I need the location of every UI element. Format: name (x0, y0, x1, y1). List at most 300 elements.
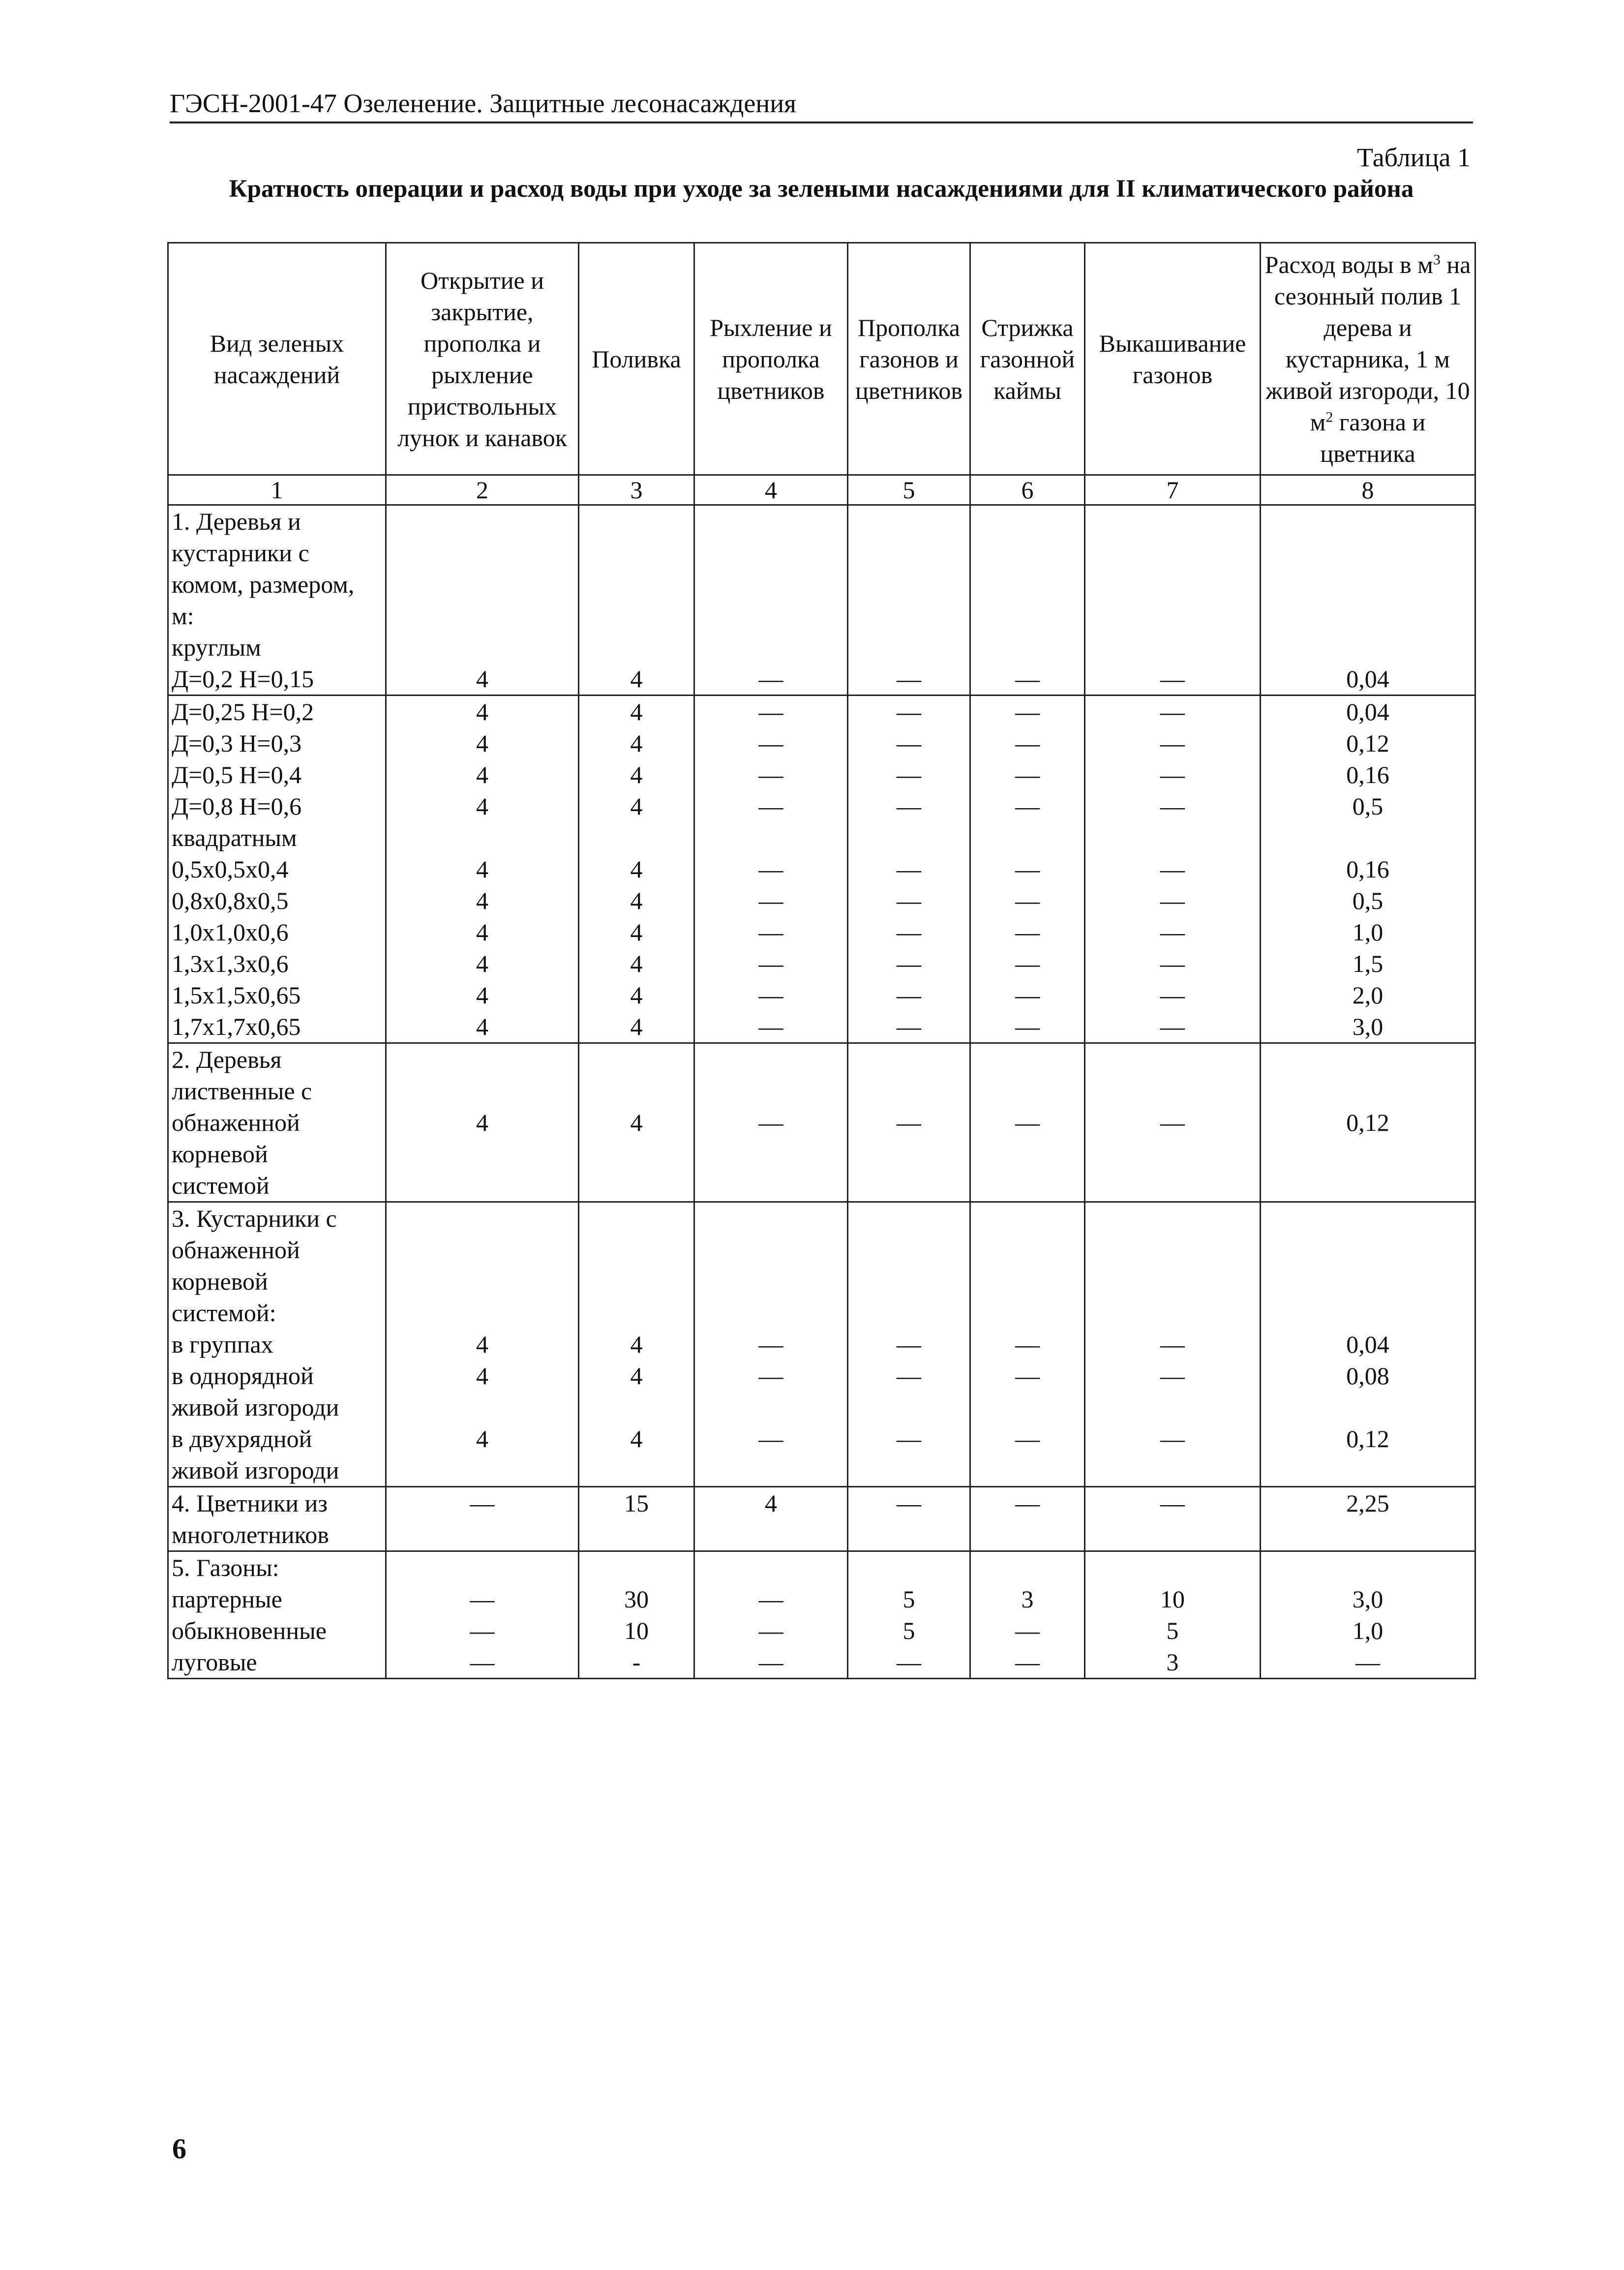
value-line: — (1015, 1331, 1040, 1358)
value-line (974, 506, 1081, 537)
value-line: 4 (630, 1331, 643, 1358)
column-number: 5 (848, 475, 970, 505)
value-line: — (470, 1585, 495, 1613)
cell-edging (970, 1551, 1085, 1679)
cell-water (1261, 696, 1475, 1043)
value-line (698, 537, 844, 569)
row-label-line: луговые (172, 1648, 257, 1676)
value-line: 4 (476, 1013, 488, 1040)
value-line: — (897, 792, 921, 820)
value-line: — (897, 1648, 921, 1676)
column-number: 1 (168, 475, 386, 505)
cell-opening (386, 696, 579, 1043)
column-number: 7 (1085, 475, 1261, 505)
value-line (974, 1552, 1081, 1583)
value-line (390, 1519, 575, 1550)
cell-opening (386, 1487, 579, 1551)
table-body (168, 505, 1475, 1679)
column-header-loosening: Рыхление и прополка цветников (694, 243, 848, 475)
cell-kind (168, 1202, 386, 1487)
cell-edging (970, 1202, 1085, 1487)
column-number-row (168, 475, 1475, 505)
row-label-line: м: (172, 602, 194, 630)
row-label-line: живой изгороди (172, 1456, 339, 1484)
value-line (974, 569, 1081, 600)
value-line (1264, 632, 1472, 663)
value-line (390, 1234, 575, 1266)
value-line (851, 1392, 966, 1423)
cell-loosening (694, 696, 848, 1043)
row-label-line: комом, размером, (172, 571, 355, 598)
table-title: Кратность операции и расход воды при уходе за зелеными насаждениями для II климатического района (229, 175, 1414, 203)
cell-watering (579, 1551, 694, 1679)
cell-watering (579, 1043, 694, 1202)
row-label-line: Д=0,8 Н=0,6 (172, 792, 302, 820)
value-line: 5 (1166, 1617, 1179, 1644)
value-line (390, 1454, 575, 1486)
value-line (1088, 632, 1257, 663)
value-line: 0,08 (1346, 1362, 1389, 1390)
value-line (698, 1552, 844, 1583)
value-line (1088, 822, 1257, 853)
value-line: 4 (630, 665, 643, 693)
value-line: — (1015, 1648, 1040, 1676)
value-line: — (897, 729, 921, 757)
value-line (698, 1297, 844, 1329)
value-line: 4 (476, 1331, 488, 1358)
value-line (390, 1266, 575, 1297)
value-line (974, 822, 1081, 853)
value-line (1088, 569, 1257, 600)
value-line: 4 (476, 665, 488, 693)
value-line (974, 632, 1081, 663)
value-line (582, 569, 691, 600)
value-line: 4 (630, 761, 643, 788)
value-line (582, 1075, 691, 1107)
value-line: — (1015, 1617, 1040, 1644)
value-line (582, 1392, 691, 1423)
value-line (582, 1203, 691, 1234)
value-line (390, 1075, 575, 1107)
value-line (582, 1170, 691, 1201)
water-header-part-c: газона и цветника (1320, 408, 1426, 467)
value-line: — (897, 1362, 921, 1390)
value-line (974, 1234, 1081, 1266)
value-line: 0,04 (1346, 1331, 1389, 1358)
row-label-line: 0,5х0,5х0,4 (172, 855, 289, 883)
cell-edging (970, 696, 1085, 1043)
value-line (851, 1203, 966, 1234)
value-line: 4 (476, 1425, 488, 1453)
value-line: — (1160, 1109, 1185, 1136)
value-line (582, 822, 691, 853)
value-line (390, 569, 575, 600)
value-line (582, 537, 691, 569)
cell-weeding (848, 1202, 970, 1487)
value-line: — (758, 950, 783, 977)
value-line (851, 1234, 966, 1266)
value-line: 30 (624, 1585, 649, 1613)
row-label-line: 1,0х1,0х0,6 (172, 918, 289, 946)
value-line: — (758, 729, 783, 757)
value-line: — (1015, 1425, 1040, 1453)
value-line: — (470, 1489, 495, 1517)
row-label-line: 1,5х1,5х0,65 (172, 981, 301, 1009)
cell-water (1261, 505, 1475, 696)
value-line: 4 (630, 887, 643, 914)
value-line: — (897, 698, 921, 726)
value-line: — (897, 1331, 921, 1358)
column-header-mowing: Выкашивание газонов (1085, 243, 1261, 475)
value-line: 4 (476, 887, 488, 914)
cell-weeding (848, 1043, 970, 1202)
value-line: — (1160, 887, 1185, 914)
value-line: 4 (630, 729, 643, 757)
row-label-line: 1,7х1,7х0,65 (172, 1013, 301, 1040)
value-line: — (897, 1489, 921, 1517)
value-line (1088, 1075, 1257, 1107)
value-line: 4 (630, 1013, 643, 1040)
value-line (974, 1138, 1081, 1170)
value-line: 0,16 (1346, 855, 1389, 883)
value-line: — (1015, 761, 1040, 788)
value-line (582, 600, 691, 632)
value-line: 0,16 (1346, 761, 1389, 788)
cell-weeding (848, 1551, 970, 1679)
value-line (1264, 1075, 1472, 1107)
value-line: 15 (624, 1489, 649, 1517)
value-line (1088, 1297, 1257, 1329)
value-line (582, 1234, 691, 1266)
value-line: 1,0 (1352, 918, 1383, 946)
table-row (168, 1043, 1475, 1202)
running-header: ГЭСН-2001-47 Озеленение. Защитные лесонасаждения (170, 86, 1473, 123)
value-line (582, 1297, 691, 1329)
value-line (698, 632, 844, 663)
value-line: — (1015, 887, 1040, 914)
value-line: — (1015, 950, 1040, 977)
cell-mowing (1085, 505, 1261, 696)
value-line: 4 (630, 1109, 643, 1136)
value-line (582, 1044, 691, 1075)
value-line: 0,04 (1346, 665, 1389, 693)
value-line (698, 1138, 844, 1170)
value-line (390, 1297, 575, 1329)
norm-table (167, 242, 1476, 1679)
value-line (974, 1454, 1081, 1486)
value-line: — (758, 1013, 783, 1040)
cell-watering (579, 505, 694, 696)
value-line (851, 1170, 966, 1201)
value-line (1264, 1392, 1472, 1423)
value-line (1088, 1392, 1257, 1423)
value-line: 1,5 (1352, 950, 1383, 977)
value-line (851, 1266, 966, 1297)
cell-loosening (694, 1202, 848, 1487)
row-label-line: Д=0,3 Н=0,3 (172, 729, 302, 757)
value-line (390, 1044, 575, 1075)
value-line (974, 1075, 1081, 1107)
value-line: — (758, 698, 783, 726)
value-line: 3,0 (1352, 1013, 1383, 1040)
cell-water (1261, 1202, 1475, 1487)
value-line (1088, 506, 1257, 537)
row-label-line: Д=0,2 Н=0,15 (172, 665, 314, 693)
value-line: 4 (476, 918, 488, 946)
value-line: — (897, 887, 921, 914)
value-line (582, 1138, 691, 1170)
cell-opening (386, 505, 579, 696)
column-number: 4 (694, 475, 848, 505)
value-line: — (1160, 1425, 1185, 1453)
value-line (1088, 1266, 1257, 1297)
value-line: 4 (476, 761, 488, 788)
row-label-line: 1. Деревья и (172, 508, 301, 535)
value-line: — (1160, 1331, 1185, 1358)
value-line: — (470, 1648, 495, 1676)
value-line (1088, 1170, 1257, 1201)
value-line: 4 (630, 698, 643, 726)
cell-edging (970, 1487, 1085, 1551)
value-line (698, 1519, 844, 1550)
value-line: 2,0 (1352, 981, 1383, 1009)
value-line: 4 (630, 855, 643, 883)
cell-edging (970, 1043, 1085, 1202)
row-label-line: обнаженной (172, 1109, 300, 1136)
value-line: — (1015, 698, 1040, 726)
value-line: 0,04 (1346, 698, 1389, 726)
value-line (1088, 1552, 1257, 1583)
value-line: — (1160, 1013, 1185, 1040)
cell-opening (386, 1551, 579, 1679)
column-header-weeding: Прополка газонов и цветников (848, 243, 970, 475)
value-line (851, 822, 966, 853)
cell-watering (579, 696, 694, 1043)
value-line: — (1015, 1362, 1040, 1390)
column-header-watering: Поливка (579, 243, 694, 475)
value-line: 4 (630, 1362, 643, 1390)
row-label-line: живой изгороди (172, 1393, 339, 1421)
value-line: — (758, 1617, 783, 1644)
value-line: 4 (630, 950, 643, 977)
value-line (1264, 1266, 1472, 1297)
value-line: 5 (902, 1585, 915, 1613)
column-number: 2 (386, 475, 579, 505)
value-line: 0,12 (1346, 1425, 1389, 1453)
value-line: 4 (476, 1109, 488, 1136)
value-line (1264, 1170, 1472, 1201)
column-header-kind: Вид зеленых насаждений (168, 243, 386, 475)
cell-mowing (1085, 1043, 1261, 1202)
column-header-opening: Открытие и закрытие, прополка и рыхление приствольных лунок и канавок (386, 243, 579, 475)
row-label-line: 1,3х1,3х0,6 (172, 950, 289, 977)
value-line (1264, 569, 1472, 600)
value-line: — (758, 981, 783, 1009)
cell-loosening (694, 505, 848, 696)
value-line (582, 1552, 691, 1583)
page-number: 6 (172, 2133, 186, 2165)
value-line: — (897, 761, 921, 788)
value-line: 4 (476, 855, 488, 883)
row-label-line: квадратным (172, 824, 297, 851)
value-line (390, 632, 575, 663)
row-label-line: Д=0,25 Н=0,2 (172, 698, 314, 726)
value-line: — (1015, 1489, 1040, 1517)
row-label-line: круглым (172, 634, 261, 661)
value-line: 5 (902, 1617, 915, 1644)
value-line: — (1355, 1648, 1380, 1676)
value-line (1264, 1552, 1472, 1583)
value-line: — (1160, 855, 1185, 883)
water-header-part-b: на сезонный полив 1 дерева и кустарника, 1 м живой изгороди, 10 м (1265, 250, 1471, 436)
value-line (390, 1203, 575, 1234)
value-line: — (758, 792, 783, 820)
table-label: Таблица 1 (1357, 143, 1471, 172)
row-label-line: системой: (172, 1299, 276, 1327)
value-line (698, 1075, 844, 1107)
value-line (698, 600, 844, 632)
cell-mowing (1085, 1551, 1261, 1679)
value-line (698, 1170, 844, 1201)
value-line (698, 506, 844, 537)
row-label-line: корневой (172, 1140, 268, 1168)
value-line (1264, 1044, 1472, 1075)
row-label-line: лиственные с (172, 1077, 312, 1105)
water-header-sup-2: 2 (1325, 408, 1333, 425)
value-line: 2,25 (1346, 1489, 1389, 1517)
value-line: 4 (476, 698, 488, 726)
row-label-line: в группах (172, 1331, 273, 1358)
value-line (974, 600, 1081, 632)
value-line (851, 569, 966, 600)
value-line (1264, 1234, 1472, 1266)
header-row (168, 243, 1475, 475)
cell-kind (168, 505, 386, 696)
value-line (1088, 1203, 1257, 1234)
value-line: — (1015, 1109, 1040, 1136)
value-line (390, 600, 575, 632)
value-line: — (1015, 729, 1040, 757)
value-line: 4 (630, 1425, 643, 1453)
row-label-line: многолетников (172, 1521, 329, 1548)
value-line: — (1015, 855, 1040, 883)
value-line (974, 1266, 1081, 1297)
value-line: — (758, 761, 783, 788)
value-line (1088, 1234, 1257, 1266)
value-line: 4 (630, 792, 643, 820)
cell-mowing (1085, 1487, 1261, 1551)
row-label-line: 2. Деревья (172, 1046, 282, 1073)
value-line (390, 1170, 575, 1201)
row-label-line: в двухрядной (172, 1425, 312, 1453)
value-line: 10 (624, 1617, 649, 1644)
value-line (390, 1392, 575, 1423)
value-line (1088, 600, 1257, 632)
value-line (1264, 1138, 1472, 1170)
value-line (698, 1454, 844, 1486)
value-line: 4 (630, 918, 643, 946)
cell-loosening (694, 1043, 848, 1202)
value-line (1264, 1454, 1472, 1486)
value-line: 3 (1021, 1585, 1034, 1613)
value-line (1264, 506, 1472, 537)
cell-mowing (1085, 1202, 1261, 1487)
cell-water (1261, 1043, 1475, 1202)
value-line (582, 1519, 691, 1550)
table-row (168, 505, 1475, 696)
value-line: — (897, 1109, 921, 1136)
value-line (851, 1297, 966, 1329)
value-line (1264, 1519, 1472, 1550)
value-line (974, 1392, 1081, 1423)
value-line (851, 1044, 966, 1075)
water-header-part-a: Расход воды в м (1264, 250, 1433, 278)
value-line (974, 1203, 1081, 1234)
value-line (974, 1170, 1081, 1201)
value-line: — (1160, 950, 1185, 977)
row-label-line: обыкновенные (172, 1617, 327, 1644)
cell-watering (579, 1202, 694, 1487)
cell-opening (386, 1202, 579, 1487)
value-line: — (897, 1425, 921, 1453)
value-line (851, 1138, 966, 1170)
value-line: — (1160, 761, 1185, 788)
cell-water (1261, 1551, 1475, 1679)
value-line: — (1160, 1362, 1185, 1390)
value-line: - (632, 1648, 641, 1676)
value-line (851, 1552, 966, 1583)
value-line: — (897, 855, 921, 883)
row-label-line: Д=0,5 Н=0,4 (172, 761, 302, 788)
value-line (1088, 1044, 1257, 1075)
row-label-line: системой (172, 1172, 270, 1199)
value-line: — (758, 918, 783, 946)
value-line (390, 822, 575, 853)
row-label-line: 4. Цветники из (172, 1489, 328, 1517)
value-line: 4 (476, 792, 488, 820)
value-line: 4 (476, 981, 488, 1009)
value-line: — (1160, 981, 1185, 1009)
value-line (851, 537, 966, 569)
value-line: — (758, 887, 783, 914)
row-label-line: партерные (172, 1585, 282, 1613)
value-line: 0,12 (1346, 729, 1389, 757)
row-label-line: в однорядной (172, 1362, 314, 1390)
cell-mowing (1085, 696, 1261, 1043)
value-line (698, 1203, 844, 1234)
value-line (1264, 822, 1472, 853)
value-line: — (1160, 665, 1185, 693)
cell-loosening (694, 1487, 848, 1551)
column-header-water-consumption (1261, 243, 1475, 475)
value-line: — (897, 950, 921, 977)
value-line (851, 1075, 966, 1107)
value-line (974, 1519, 1081, 1550)
value-line (974, 537, 1081, 569)
value-line: — (758, 1585, 783, 1613)
cell-loosening (694, 1551, 848, 1679)
value-line (851, 600, 966, 632)
value-line (1088, 1519, 1257, 1550)
cell-kind (168, 1551, 386, 1679)
row-label-line: обнаженной (172, 1236, 300, 1264)
cell-watering (579, 1487, 694, 1551)
value-line (390, 506, 575, 537)
value-line: 4 (476, 950, 488, 977)
value-line: — (758, 1331, 783, 1358)
value-line (582, 632, 691, 663)
table-row (168, 696, 1475, 1043)
